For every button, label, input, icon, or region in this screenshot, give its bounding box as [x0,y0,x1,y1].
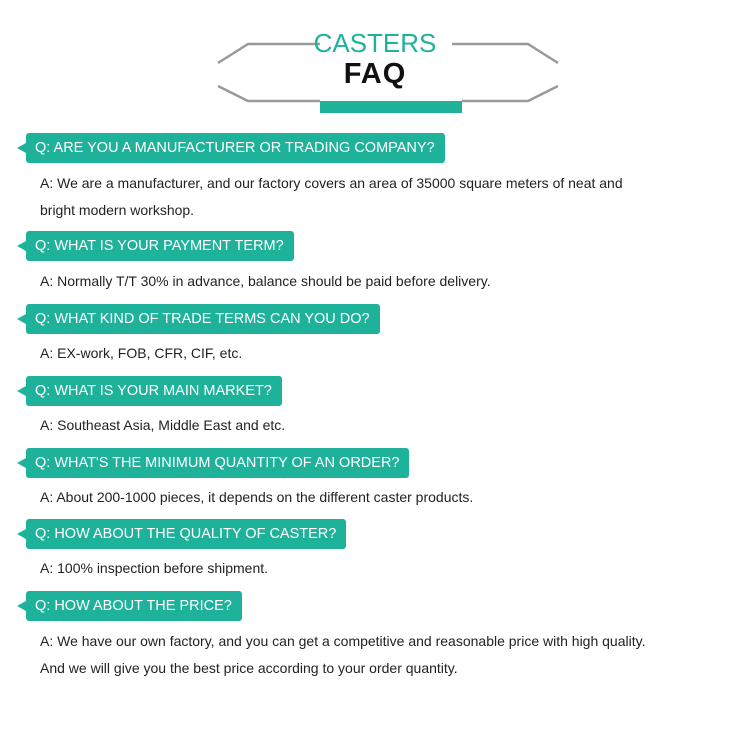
answer-line: A: EX-work, FOB, CFR, CIF, etc. [40,345,243,361]
answer-text [40,268,680,295]
answer-line: And we will give you the best price according to your order quantity. [40,660,458,676]
question-bubble: Q: WHAT IS YOUR PAYMENT TERM? [26,231,294,261]
frame-accent-bar [320,101,462,113]
page-title: FAQ [343,58,407,90]
answer-line: A: We are a manufacturer, and our factory covers an area of 35000 square meters of neat and [40,175,623,191]
question-bubble: Q: ARE YOU A MANUFACTURER OR TRADING COMPANY? [26,133,445,163]
question-bubble: Q: WHAT'S THE MINIMUM QUANTITY OF AN ORDER? [26,448,409,478]
question-bubble: Q: HOW ABOUT THE QUALITY OF CASTER? [26,519,346,549]
answer-text [40,555,680,582]
header-subtitle: CASTERS [313,28,437,58]
question-bubble: Q: WHAT KIND OF TRADE TERMS CAN YOU DO? [26,304,380,334]
answer-line: A: 100% inspection before shipment. [40,560,269,576]
answer-line: A: We have our own factory, and you can get a competitive and reasonable price with high quality. [40,633,646,649]
answer-text [40,340,680,367]
answer-text [40,628,680,682]
question-bubble: Q: HOW ABOUT THE PRICE? [26,591,242,621]
answer-line: bright modern workshop. [40,202,195,218]
faq-header [0,0,750,120]
question-bubble: Q: WHAT IS YOUR MAIN MARKET? [26,376,282,406]
answer-line: A: Normally T/T 30% in advance, balance should be paid before delivery. [40,273,491,289]
answer-text [40,170,680,224]
answer-line: A: About 200-1000 pieces, it depends on the different caster products. [40,489,474,505]
answer-text [40,484,680,511]
answer-line: A: Southeast Asia, Middle East and etc. [40,417,286,433]
answer-text [40,412,680,439]
